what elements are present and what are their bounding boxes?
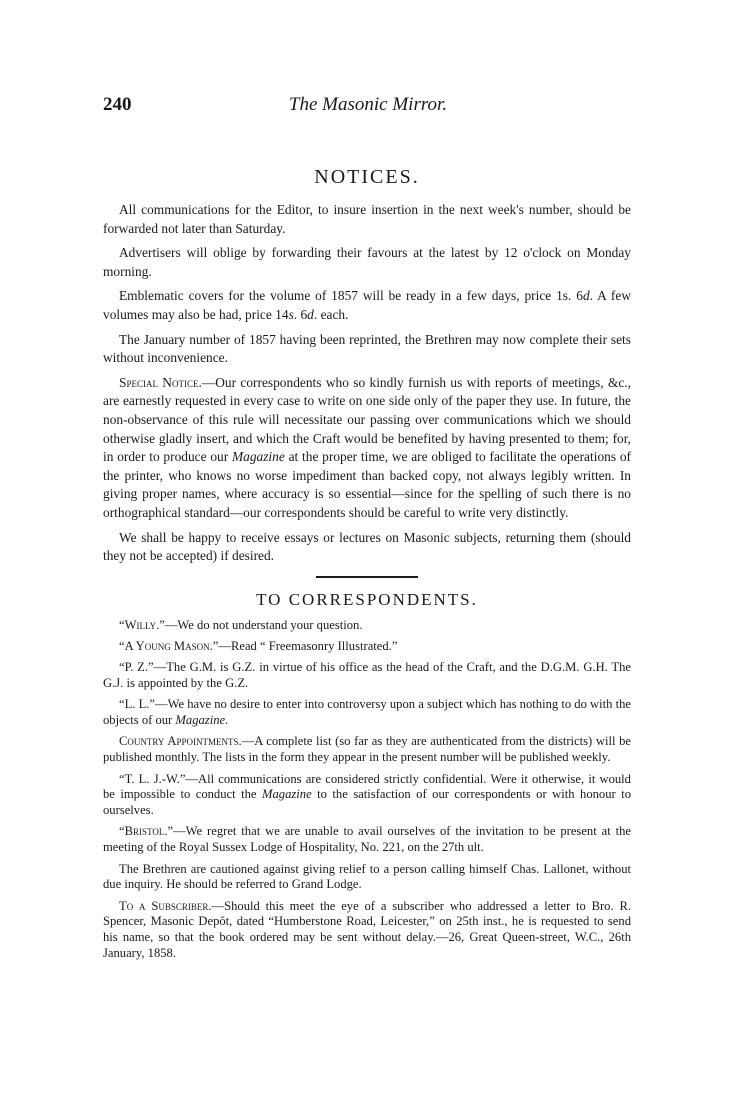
notices-heading: NOTICES. (314, 166, 420, 188)
notice-paragraph: All communications for the Editor, to insure insertion in the next week's number, should be forwarded not later than Saturday. (103, 202, 631, 236)
correspondent-note: The Brethren are cautioned against giving relief to a person calling himself Chas. Lallonet, without due inquiry. He should be referred to Grand Lodge. (103, 861, 631, 892)
correspondent-note: “A Young Mason.”—Read “ Freemasonry Illustrated.” (119, 638, 398, 653)
correspondent-note: “P. Z.”—The G.M. is G.Z. in virtue of his office as the head of the Craft, and the D.G.M. G.H. The G.J. is appointed by the G.Z. (103, 660, 631, 691)
correspondents-heading: TO CORRESPONDENTS. (256, 589, 478, 609)
special-notice-paragraph: Special Notice.—Our correspondents who so kindly furnish us with reports of meetings, &c., are earnestly requested in every case to write on one side only of the paper they use. In future, the non-observance of this rule will necessitate our passing over communications which we should otherwise gladly insert, and which the Craft would be benefited by having presented to them; for, in order to produce our Magazine at the proper time, we are obliged to facilitate the operations of the printer, who knows no worse impediment than backed copy, not always legibly written. In giving proper names, where accuracy is so essential—since for the spelling of such there is no orthographical standard—our correspondents should be careful to write very distinctly. (103, 374, 631, 520)
notice-paragraph: Advertisers will oblige by forwarding their favours at the latest by 12 o'clock on Monday morning. (103, 245, 631, 279)
notice-paragraph: The January number of 1857 having been reprinted, the Brethren may now complete their sets without inconvenience. (103, 331, 631, 366)
page-content (103, 166, 631, 967)
correspondent-note: “Willy.”—We do not understand your question. (119, 617, 363, 632)
correspondent-note: “T. L. J.-W.”—All communications are considered strictly confidential. Were it otherwise, it would be impossible to conduct the Magazine to the satisfaction of our correspondents or with honour to ourselves. (103, 771, 631, 818)
running-title: The Masonic Mirror. (288, 94, 448, 115)
correspondent-note: “L. L.”—We have no desire to enter into controversy upon a subject which has nothing to do with the objects of our Magazine. (103, 697, 631, 728)
correspondent-note: “Bristol.”—We regret that we are unable to avail ourselves of the invitation to be present at the meeting of the Royal Sussex Lodge of Hospitality, No. 221, on the 27th ult. (103, 824, 631, 855)
notices-section (103, 166, 631, 566)
special-notice-label: Special Notice. (119, 374, 202, 390)
correspondents-section (103, 590, 631, 962)
notice-paragraph: We shall be happy to receive essays or lectures on Masonic subjects, returning them (should they not be accepted) if desired. (103, 529, 631, 564)
correspondent-note: Country Appointments.—A complete list (so far as they are authenticated from the districts) will be published monthly. The lists in the form they appear in the present number will be published weekly. (103, 734, 631, 765)
section-divider (316, 576, 418, 578)
page-header (103, 94, 633, 118)
notice-paragraph: Emblematic covers for the volume of 1857 will be ready in a few days, price 1s. 6d. A few volumes may also be had, price 14s. 6d. each. (103, 288, 631, 322)
page-number: 240 (103, 94, 132, 115)
correspondent-note: To a Subscriber.—Should this meet the eye of a subscriber who addressed a letter to Bro. R. Spencer, Masonic Depôt, dated “Humberstone Road, Leicester,” on 25th inst., he is requested to send his name, so that the book ordered may be sent without delay.—26, Great Queen-street, W.C., 26th January, 1858. (103, 898, 632, 961)
